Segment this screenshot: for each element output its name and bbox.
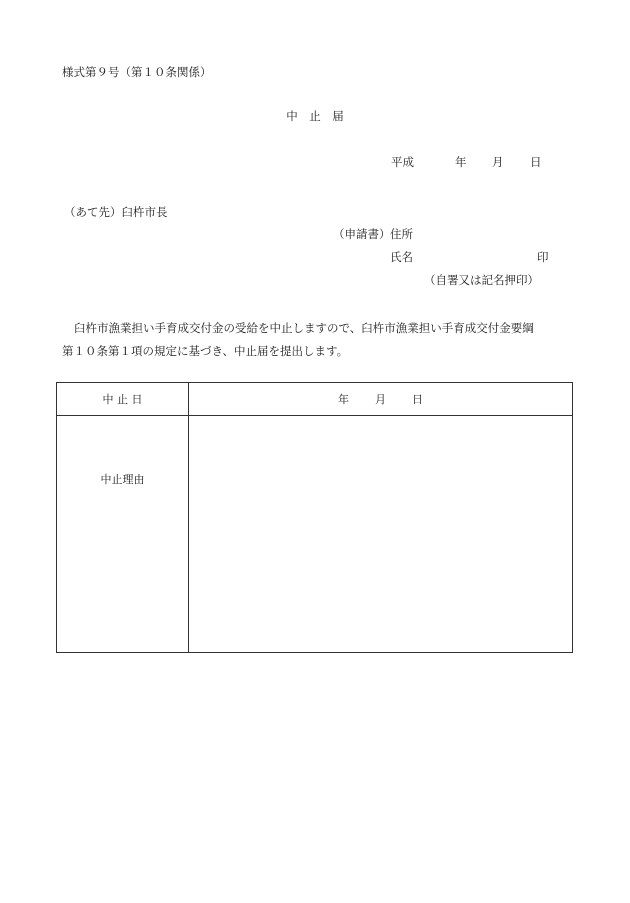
applicant-label: （申請書）: [333, 227, 391, 241]
date-day-label: 日: [530, 155, 542, 169]
reason-label: 中止理由: [100, 473, 145, 486]
body-paragraph-line-1: 臼杵市漁業担い手育成交付金の受給を中止しますので、臼杵市漁業担い手育成交付金要綱: [74, 321, 534, 335]
table-row-reason: [57, 416, 573, 653]
date-month-label: 月: [492, 155, 504, 169]
reason-label-cell: [57, 416, 189, 653]
address-label: 住所: [390, 227, 413, 241]
recipient: （あて先）臼杵市長: [64, 205, 168, 219]
stop-date-year: 年: [338, 393, 349, 406]
stop-date-day: 日: [412, 393, 423, 406]
form-table: [56, 382, 573, 653]
table-row-stop-date: [57, 383, 573, 416]
stop-date-label: 中 止 日: [57, 383, 189, 416]
reason-field[interactable]: [189, 416, 573, 653]
stop-date-month: 月: [375, 393, 386, 406]
body-paragraph-line-2: 第１０条第１項の規定に基づき、中止届を提出します。: [62, 344, 349, 358]
form-number: 様式第９号（第１０条関係）: [62, 65, 212, 79]
seal-mark: 印: [537, 250, 549, 264]
date-year-label: 年: [455, 155, 467, 169]
name-label: 氏名: [390, 250, 413, 264]
signature-note: （自署又は記名押印）: [424, 273, 539, 287]
date-era: 平成: [391, 155, 414, 169]
document-title: 中 止 届: [286, 109, 344, 123]
stop-date-field[interactable]: [189, 383, 573, 416]
